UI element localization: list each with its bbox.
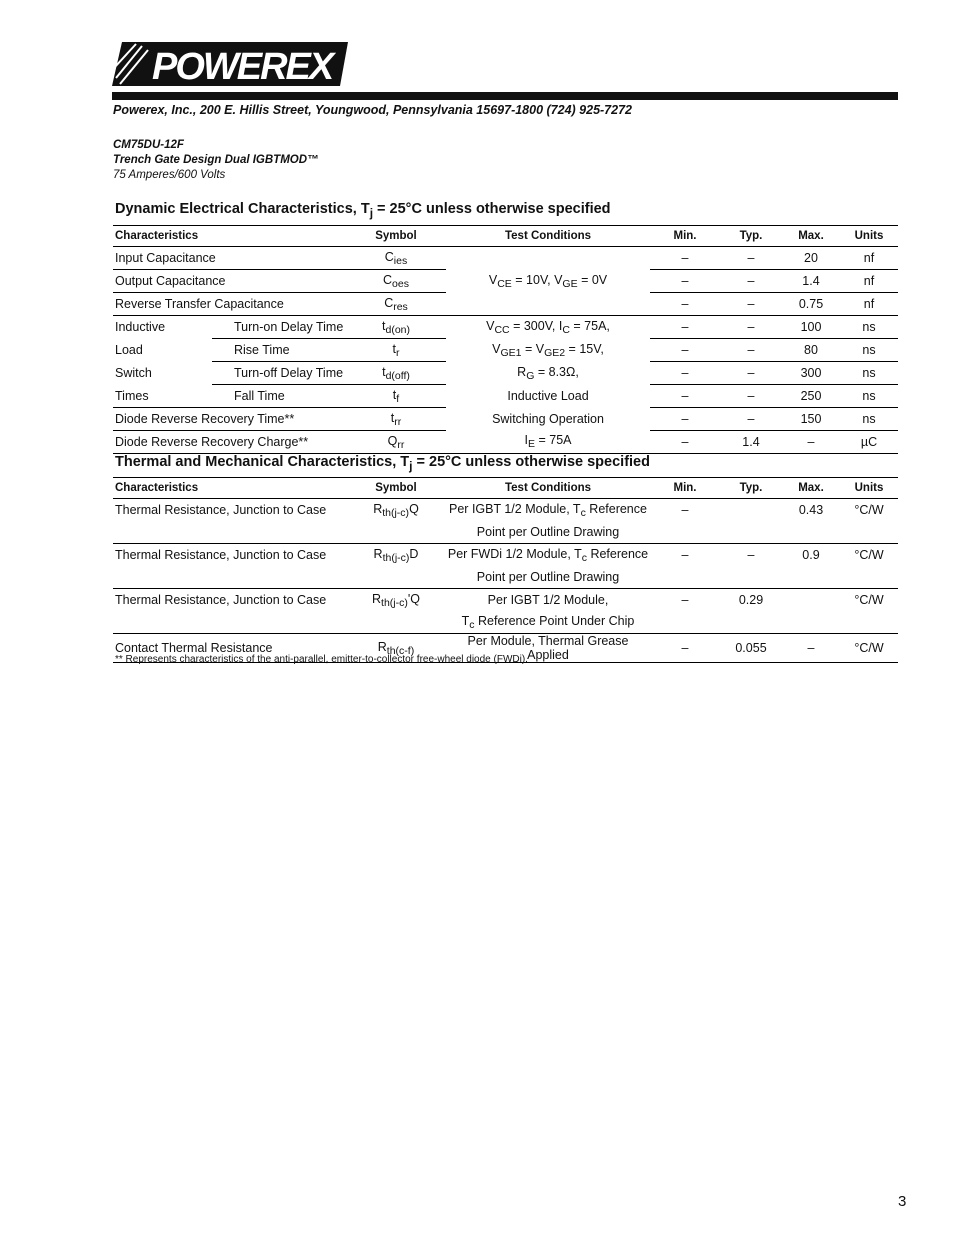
table-row: Input Capacitance $C_{ies}$ $V_{CE} = 10V$, $V_{GE} = 0V$ – – 20 nf <box>113 247 898 270</box>
table-row: Thermal Resistance, Junction to Case $R_{th(j-c)}'Q$ Per IGBT 1/2 Module, – 0.29 °C/W <box>115 591 884 609</box>
header-test-conditions: Test Conditions <box>446 226 650 247</box>
powerex-logo <box>112 42 348 86</box>
table-row: Thermal Resistance, Junction to Case $R_{th(j-c)}D$ Per FWDi 1/2 Module, $T_c$ Reference – – 0.9 °C/W <box>115 546 884 564</box>
table-header-row <box>113 478 898 499</box>
header-symbol: Symbol <box>346 226 446 247</box>
table-row: Diode Reverse Recovery Time** $t_{rr}$ Switching Operation – – 150 ns <box>113 408 898 431</box>
header-max: Max. <box>782 478 840 499</box>
table-row-continuation: Point per Outline Drawing <box>113 566 898 589</box>
table-row: Load Rise Time $t_r$ $V_{GE1} = V_{GE2} = 15V$, – – 80 ns <box>113 339 898 362</box>
part-number: CM75DU-12F <box>113 139 184 151</box>
table-row: Output Capacitance $C_{oes}$ – – 1.4 nf <box>113 270 898 293</box>
table-row: Inductive Turn-on Delay Time $t_{d(on)}$ $V_{CC} = 300V$, $I_C = 75A$, – – 100 ns <box>113 316 898 339</box>
company-address: Powerex, Inc., 200 E. Hillis Street, Youngwood, Pennsylvania 15697-1800 (724) 925-7272 <box>113 103 632 117</box>
table-header-row <box>113 226 898 247</box>
header-units: Units <box>840 226 898 247</box>
header-max: Max. <box>782 226 840 247</box>
table-row: Contact Thermal Resistance $R_{th(c-f)}$ Per Module, Thermal Grease Applied – 0.055 – °C/W <box>113 634 898 663</box>
thermal-section-title: Thermal and Mechanical Characteristics, $T_j = 25^\circ C$ unless otherwise specified <box>115 454 650 473</box>
header-rule <box>112 92 898 100</box>
table-row: Thermal Resistance, Junction to Case $R_{th(j-c)}Q$ Per IGBT 1/2 Module, $T_c$ Reference – 0.43 °C/W <box>115 501 884 519</box>
part-info <box>113 138 319 183</box>
table-row-continuation: $T_c$ Reference Point Under Chip <box>113 611 898 634</box>
thermal-characteristics-table <box>113 477 898 663</box>
part-rating: 75 Amperes/600 Volts <box>113 169 226 181</box>
header-typ: Typ. <box>720 226 782 247</box>
dynamic-characteristics-table <box>113 225 898 454</box>
table-row: Diode Reverse Recovery Charge** $Q_{rr}$ $I_E = 75A$ – 1.4 – µC <box>113 431 898 454</box>
header-symbol: Symbol <box>346 478 446 499</box>
header-min: Min. <box>650 478 720 499</box>
part-description: Trench Gate Design Dual IGBTMOD™ <box>113 154 319 166</box>
header-typ: Typ. <box>720 478 782 499</box>
header-characteristics: Characteristics <box>113 478 346 499</box>
header-min: Min. <box>650 226 720 247</box>
table-row-continuation: Point per Outline Drawing <box>113 521 898 544</box>
dynamic-section-title: Dynamic Electrical Characteristics, $T_j = 25^\circ C$ unless otherwise specified <box>115 201 611 220</box>
capacitance-conditions: $V_{CE} = 10V$, $V_{GE} = 0V$ <box>446 247 650 316</box>
page-number: 3 <box>898 1193 907 1210</box>
header-characteristics: Characteristics <box>113 226 346 247</box>
logo-text: POWEREX <box>152 46 333 86</box>
footnote: ** Represents characteristics of the anti-parallel, emitter-to-collector free-wheel diode (FWDi). <box>115 654 528 665</box>
table-row: Times Fall Time $t_f$ Inductive Load – – 250 ns <box>113 385 898 408</box>
table-row: Reverse Transfer Capacitance $C_{res}$ – – 0.75 nf <box>113 293 898 316</box>
header-units: Units <box>840 478 898 499</box>
table-row: Switch Turn-off Delay Time $t_{d(off)}$ $R_G = 8.3\Omega$, – – 300 ns <box>113 362 898 385</box>
header-test-conditions: Test Conditions <box>446 478 650 499</box>
